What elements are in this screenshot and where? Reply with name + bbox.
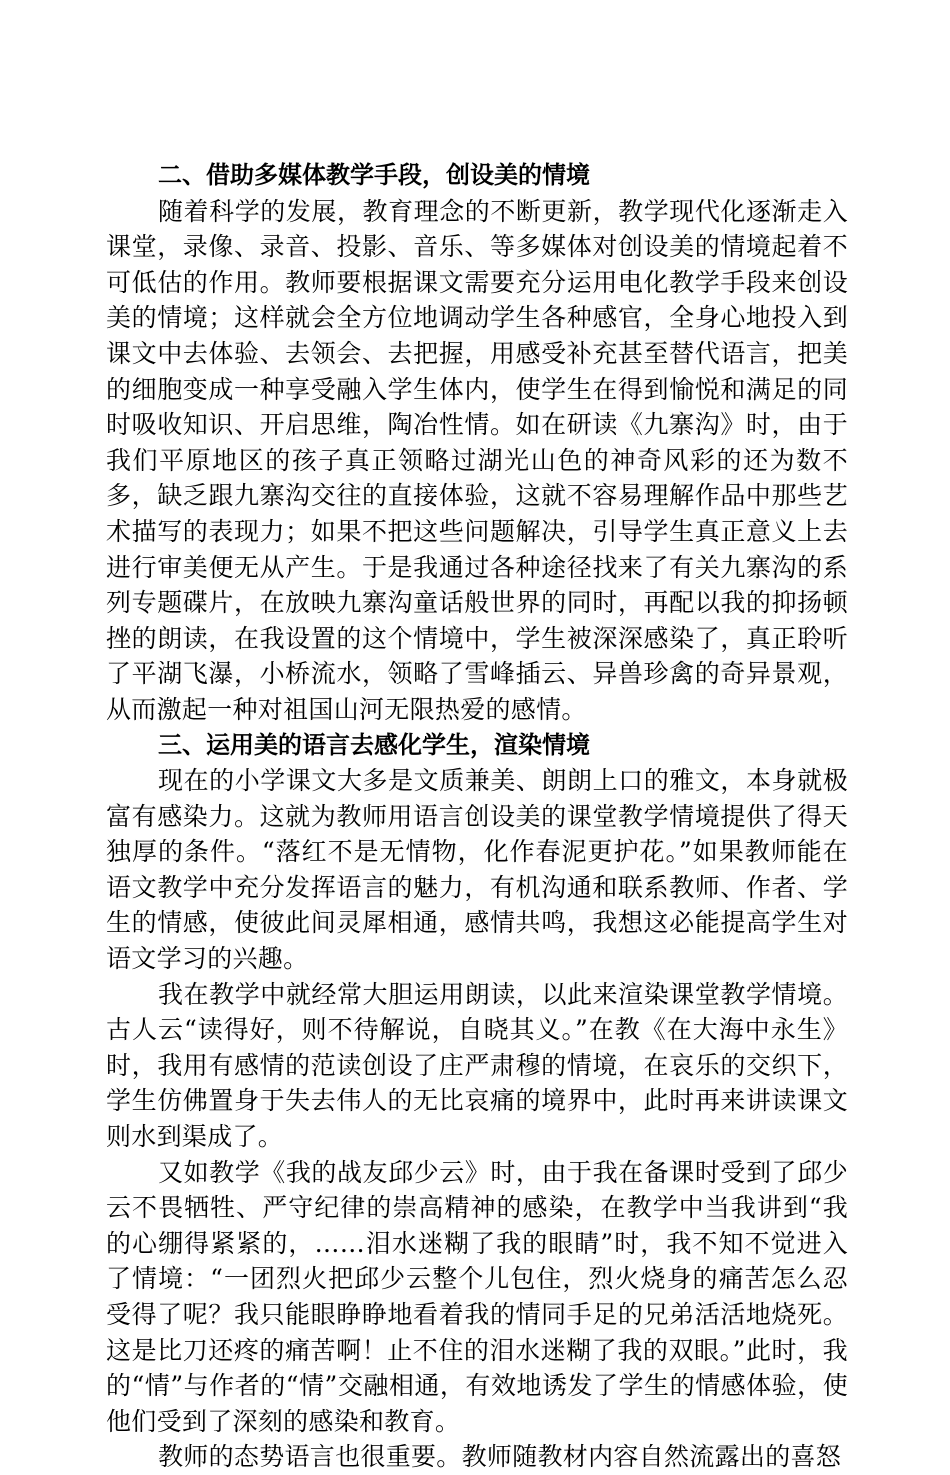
section-3-paragraph-2: 我在教学中就经常大胆运用朗读，以此来渲染课堂教学情境。古人云“读得好，则不待解说，自晓其义。”在教《在大海中永生》时，我用有感情的范读创设了庄严肃穆的情境，在哀乐的交织下，学生仿佛置身于失去伟人的无比哀痛的境界中，此时再来讲读课文则水到渠成了。 [106, 979, 848, 1152]
section-2-heading: 二、借助多媒体教学手段，创设美的情境 [158, 161, 590, 189]
section-3-paragraph-3: 又如教学《我的战友邱少云》时，由于我在备课时受到了邱少云不畏牺牲、严守纪律的崇高精神的感染，在教学中当我讲到“我的心绷得紧紧的，……泪水迷糊了我的眼睛”时，我不知不觉进入了情境：“一团烈火把邱少云整个儿包住，烈火烧身的痛苦怎么忍受得了呢？我只能眼睁睁地看着我的情同手足的兄弟活活地烧死。这是比刀还疼的痛苦啊！止不住的泪水迷糊了我的双眼。”此时，我的“情”与作者的“情”交融相通，有效地诱发了学生的情感体验，使他们受到了深刻的感染和教育。 [106, 1157, 848, 1436]
section-3-heading: 三、运用美的语言去感化学生，渲染情境 [158, 730, 590, 759]
document-body [106, 158, 848, 1475]
section-2-paragraph-1: 随着科学的发展，教育理念的不断更新，教学现代化逐渐走入课堂，录像、录音、投影、音乐、等多媒体对创设美的情境起着不可低估的作用。教师要根据课文需要充分运用电化教学手段来创设美的情境；这样就会全方位地调动学生各种感官，全身心地投入到课文中去体验、去领会、去把握，用感受补充甚至替代语言，把美的细胞变成一种享受融入学生体内，使学生在得到愉悦和满足的同时吸收知识、开启思维，陶冶性情。如在研读《九寨沟》时，由于我们平原地区的孩子真正领略过湖光山色的神奇风彩的还为数不多，缺乏跟九寨沟交往的直接体验，这就不容易理解作品中那些艺术描写的表现力；如果不把这些问题解决，引导学生真正意义上去进行审美便无从产生。于是我通过各种途径找来了有关九寨沟的系列专题碟片，在放映九寨沟童话般世界的同时，再配以我的抑扬顿挫的朗读，在我设置的这个情境中，学生被深深感染了，真正聆听了平湖飞瀑，小桥流水，领略了雪峰插云、异兽珍禽的奇异景观，从而激起一种对祖国山河无限热爱的感情。 [106, 196, 848, 724]
section-3-paragraph-1: 现在的小学课文大多是文质兼美、朗朗上口的雅文，本身就极富有感染力。这就为教师用语言创设美的课堂教学情境提供了得天独厚的条件。“落红不是无情物，化作春泥更护花。”如果教师能在语文教学中充分发挥语言的魅力，有机沟通和联系教师、作者、学生的情感，使彼此间灵犀相通，感情共鸣，我想这必能提高学生对语文学习的兴趣。 [106, 766, 848, 974]
section-3-paragraph-4: 教师的态势语言也很重要。教师随教材内容自然流露出的喜怒 [158, 1442, 842, 1472]
